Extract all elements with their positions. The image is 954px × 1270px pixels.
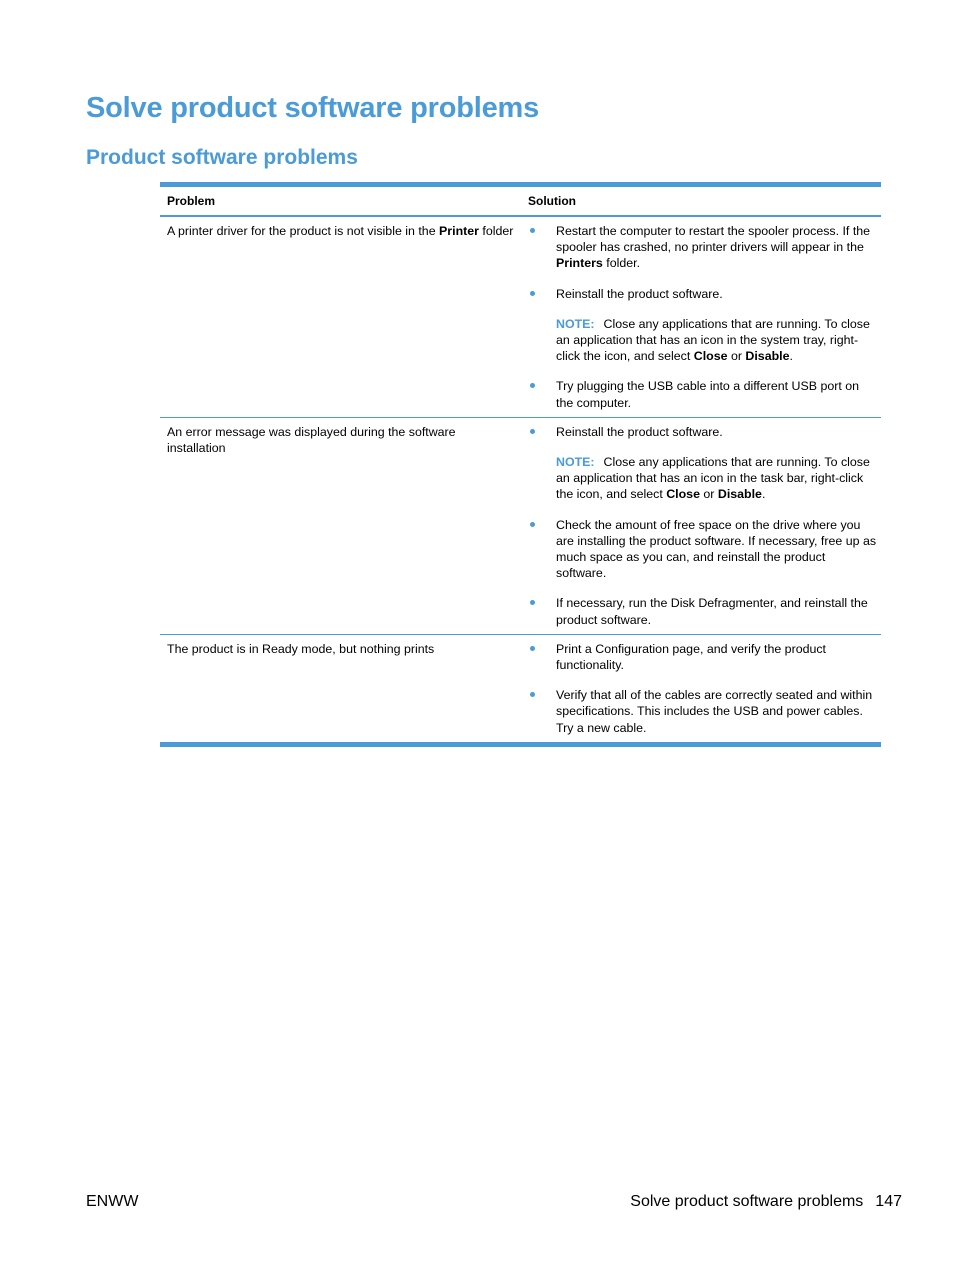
note-text: Close any applications that are running. To close an application that has an icon in the system tray, right-click the icon, and select	[556, 316, 870, 364]
solution-item	[521, 424, 877, 503]
page-number: 147	[875, 1193, 902, 1210]
solution-cell	[521, 418, 881, 634]
solution-text: Print a Configuration page, and verify the product functionality.	[556, 641, 827, 673]
bullet-icon	[530, 646, 535, 651]
problems-table	[160, 182, 881, 747]
solution-text: If necessary, run the Disk Defragmenter, and reinstall the product software.	[556, 596, 868, 627]
solution-text: Restart the computer to restart the spooler process. If the spooler has crashed, no printer drivers will appear in the	[556, 224, 871, 255]
bullet-icon	[530, 291, 535, 296]
problem-text: folder	[478, 224, 514, 238]
solution-text: Try plugging the USB cable into a different USB port on the computer.	[556, 379, 860, 410]
solution-cell	[521, 635, 881, 742]
note-text: or	[727, 349, 746, 364]
solution-text: Verify that all of the cables are correctly seated and within specifications. This includes the USB and power cables. Try a new cable.	[556, 688, 873, 735]
page-title: Solve product software problems	[86, 92, 540, 124]
note-bold: Close	[693, 349, 728, 364]
solution-text: Reinstall the product software.	[556, 286, 723, 301]
bullet-icon	[530, 429, 535, 434]
solution-bold: Printers	[556, 256, 603, 271]
solution-item	[521, 595, 877, 627]
note-bold: Disable	[717, 487, 762, 502]
problem-cell: An error message was displayed during the software installation	[167, 424, 456, 456]
bullet-icon	[530, 522, 535, 527]
solution-text: Check the amount of free space on the drive where you are installing the product software. If necessary, free up as much space as you can, and reinstall the product software.	[556, 517, 877, 581]
bullet-icon	[530, 228, 535, 233]
note-label: NOTE:	[556, 455, 595, 470]
header-solution: Solution	[528, 194, 576, 208]
solution-item	[521, 517, 877, 582]
bullet-icon	[530, 692, 535, 697]
solution-text: folder.	[602, 256, 641, 271]
problem-bold: Printer	[439, 224, 479, 238]
note	[556, 454, 877, 503]
solution-item	[521, 223, 877, 272]
note-bold: Close	[666, 487, 700, 502]
solution-item	[521, 641, 877, 673]
note-text: .	[761, 487, 766, 502]
note-label: NOTE:	[556, 316, 595, 331]
solution-item	[521, 687, 877, 736]
table-row	[160, 417, 881, 634]
solution-item	[521, 286, 877, 365]
note-text: or	[699, 487, 718, 502]
note-bold: Disable	[745, 349, 790, 364]
problem-cell	[160, 217, 521, 417]
bullet-icon	[530, 600, 535, 605]
table-row	[160, 634, 881, 742]
bullet-icon	[530, 383, 535, 388]
footer-title: Solve product software problems	[630, 1193, 864, 1210]
table-header	[160, 187, 881, 217]
problem-cell: The product is in Ready mode, but nothing prints	[167, 641, 435, 656]
solution-item	[521, 378, 877, 410]
problem-text: A printer driver for the product is not visible in the	[167, 224, 440, 238]
solution-text: Reinstall the product software.	[556, 424, 723, 439]
section-title: Product software problems	[86, 146, 358, 169]
header-problem: Problem	[167, 194, 216, 208]
footer-right	[630, 1193, 902, 1211]
note-text: .	[789, 349, 793, 364]
note	[556, 316, 877, 365]
table-row	[160, 217, 881, 417]
solution-cell	[521, 217, 881, 417]
note-text: Close any applications that are running. To close an application that has an icon in the task bar, right-click the icon, and select	[556, 455, 870, 502]
footer-left: ENWW	[86, 1193, 139, 1210]
